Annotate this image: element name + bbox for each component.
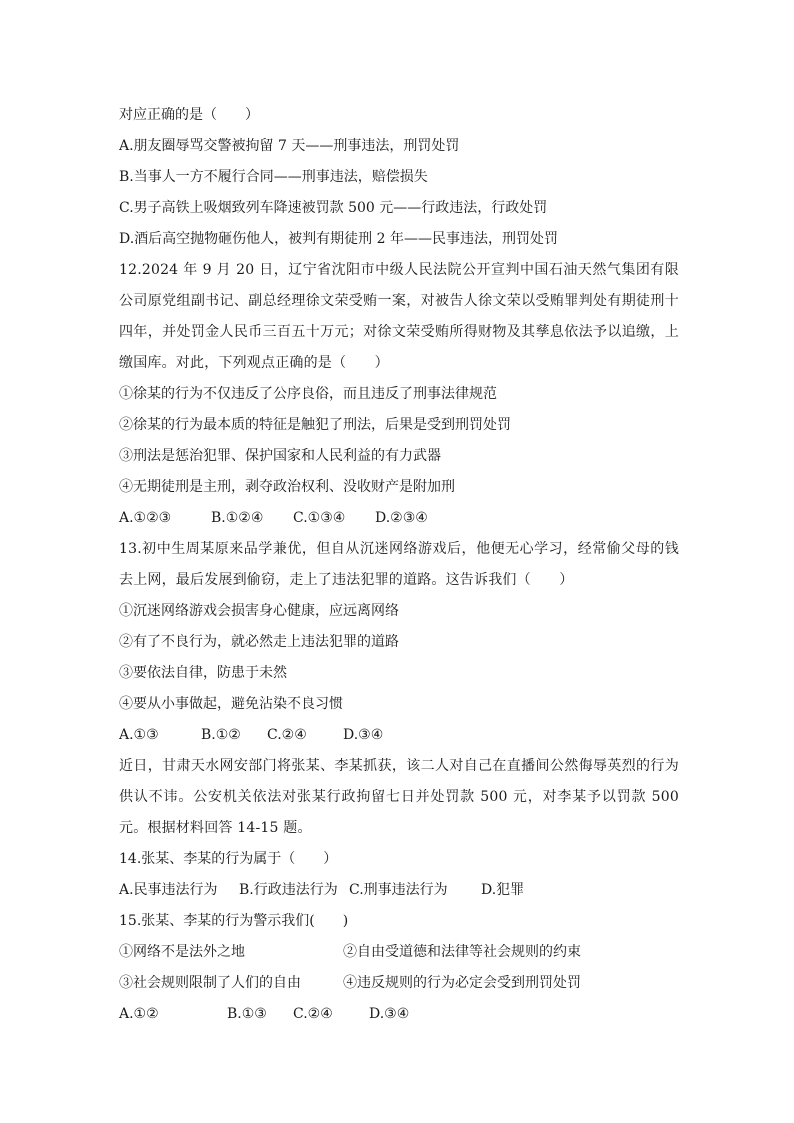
q13-choice-c: C.②④ <box>267 727 307 743</box>
q12-choice-b: B.①②④ <box>211 510 264 526</box>
q15-choice-d: D.③④ <box>369 1006 410 1022</box>
q14-stem: 14.张某、李某的行为属于（ ） <box>119 851 338 867</box>
q11-stem-tail: 对应正确的是（ ） <box>119 107 259 123</box>
q11-option-b: B.当事人一方不履行合同——刑事违法，赔偿损失 <box>119 169 428 185</box>
q13-choices <box>119 720 679 751</box>
q14-choice-d: D.犯罪 <box>481 882 525 898</box>
q14-choice-a: A.民事违法行为 <box>119 882 218 898</box>
q12-choice-d: D.②③④ <box>375 510 428 526</box>
q15-statement-4: ④违反规则的行为必定会受到刑罚处罚 <box>343 975 581 991</box>
q15-choice-b: B.①③ <box>227 1006 267 1022</box>
q15-choice-a: A.①② <box>119 1006 159 1022</box>
q13-choice-b: B.①② <box>201 727 241 743</box>
q12-choice-a: A.①②③ <box>119 510 172 526</box>
q15-statements-row-2 <box>119 968 679 999</box>
q15-stem: 15.张某、李某的行为警示我们( ) <box>119 913 349 929</box>
q13-statement-4: ④要从小事做起，避免沾染不良习惯 <box>119 696 343 712</box>
q13-choice-d: D.③④ <box>343 727 384 743</box>
q13-stem: 13.初中生周某原来品学兼优，但自从沉迷网络游戏后，他便无心学习，经常偷父母的钱去上网，最后发展到偷窃，走上了违法犯罪的道路。这告诉我们（ ） <box>119 541 679 588</box>
q12-statement-4: ④无期徒刑是主刑，剥夺政治权利、没收财产是附加刑 <box>119 479 455 495</box>
q12-statement-3: ③刑法是惩治犯罪、保护国家和人民利益的有力武器 <box>119 448 441 464</box>
q14-choices <box>119 875 679 906</box>
material-paragraph: 近日，甘肃天水网安部门将张某、李某抓获，该二人对自己在直播间公然侮辱英烈的行为供认不讳。公安机关依法对张某行政拘留七日并处罚款 500 元，对李某予以罚款 500 元。根据材料回答 14-15 题。 <box>119 758 679 836</box>
q15-statement-3: ③社会规则限制了人们的自由 <box>119 975 301 991</box>
q13-statement-2: ②有了不良行为，就必然走上违法犯罪的道路 <box>119 634 399 650</box>
q15-statements-row-1 <box>119 937 679 968</box>
exam-content <box>119 100 679 1030</box>
q11-option-d: D.酒后高空抛物砸伤他人，被判有期徒刑 2 年——民事违法，刑罚处罚 <box>119 231 558 247</box>
q11-option-a: A.朋友圈辱骂交警被拘留 7 天——刑事违法，刑罚处罚 <box>119 138 460 154</box>
q12-choices <box>119 503 679 534</box>
q12-choice-c: C.①③④ <box>293 510 346 526</box>
q11-option-c: C.男子高铁上吸烟致列车降速被罚款 500 元——行政违法，行政处罚 <box>119 200 548 216</box>
q13-statement-1: ①沉迷网络游戏会损害身心健康，应远离网络 <box>119 603 399 619</box>
q14-choice-c: C.刑事违法行为 <box>349 882 448 898</box>
q13-statement-3: ③要依法自律，防患于未然 <box>119 665 287 681</box>
q15-choice-c: C.②④ <box>293 1006 333 1022</box>
q12-stem: 12.2024 年 9 月 20 日，辽宁省沈阳市中级人民法院公开宣判中国石油天然气集团有限公司原党组副书记、副总经理徐文荣受贿一案，对被告人徐文荣以受贿罪判处有期徒刑十四年，并处罚金人民币三百五十万元；对徐文荣受贿所得财物及其孳息依法予以追缴，上缴国库。对此，下列观点正确的是（ ） <box>119 262 679 371</box>
q12-statement-2: ②徐某的行为最本质的特征是触犯了刑法，后果是受到刑罚处罚 <box>119 417 511 433</box>
q12-statement-1: ①徐某的行为不仅违反了公序良俗，而且违反了刑事法律规范 <box>119 386 497 402</box>
q15-choices <box>119 999 679 1030</box>
q13-choice-a: A.①③ <box>119 727 159 743</box>
q15-statement-1: ①网络不是法外之地 <box>119 944 245 960</box>
q14-choice-b: B.行政违法行为 <box>239 882 338 898</box>
q15-statement-2: ②自由受道德和法律等社会规则的约束 <box>343 944 581 960</box>
